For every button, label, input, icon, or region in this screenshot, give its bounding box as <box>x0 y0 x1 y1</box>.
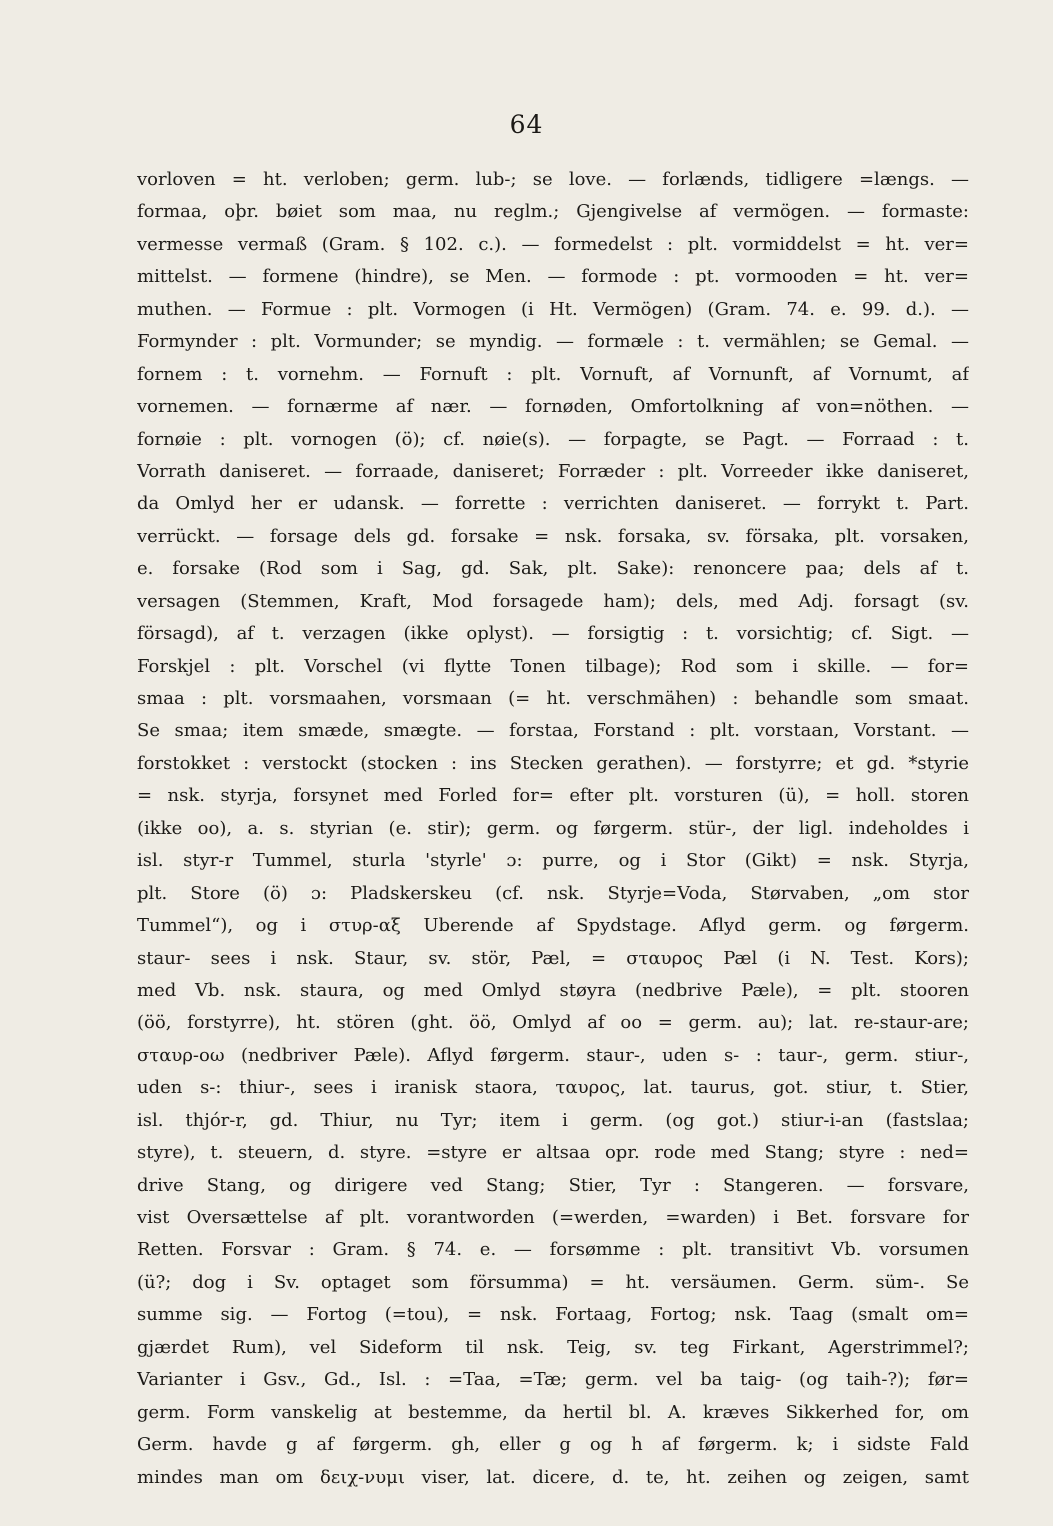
text-line: vorloven = ht. verloben; germ. lub-; se love. — forlænds, tidligere =længs. — <box>137 169 969 190</box>
text-line: germ. Form vanskelig at bestemme, da hertil bl. A. kræves Sikkerhed for, om <box>137 1401 969 1423</box>
text-line: mindes man om δειχ-νυμι viser, lat. dicere, d. te, ht. zeihen og zeigen, samt <box>137 1466 969 1488</box>
text-line: Formynder : plt. Vormunder; se myndig. — formæle : t. vermählen; se Gemal. — <box>137 331 969 353</box>
text-line: da Omlyd her er udansk. — forrette : verrichten daniseret. — forrykt t. Part. <box>137 493 969 515</box>
text-line: drive Stang, og dirigere ved Stang; Stier, Tyr : Stangeren. — forsvare, <box>137 1174 969 1196</box>
text-line: uden s-: thiur-, sees i iranisk staora, ταυρος, lat. taurus, got. stiur, t. Stier, <box>137 1077 969 1099</box>
text-line: (öö, forstyrre), ht. stören (ght. öö, Omlyd af oo = germ. au); lat. re-staur-are; <box>137 1012 969 1034</box>
text-line: Retten. Forsvar : Gram. § 74. e. — forsømme : plt. transitivt Vb. vorsumen <box>137 1239 969 1261</box>
text-line: fornem : t. vornehm. — Fornuft : plt. Vornuft, af Vornunft, af Vornumt, af <box>137 363 969 385</box>
text-line: vist Oversættelse af plt. vorantworden (=werden, =warden) i Bet. forsvare for <box>137 1207 969 1228</box>
text-line: Forskjel : plt. Vorschel (vi flytte Tonen tilbage); Rod som i skille. — for= <box>137 655 969 677</box>
text-line: formaa, oþr. bøiet som maa, nu reglm.; Gjengivelse af vermögen. — formaste: <box>137 201 969 223</box>
text-line: Vorrath daniseret. — forraade, daniseret; Forræder : plt. Vorreeder ikke daniseret, <box>137 460 969 482</box>
text-line: (ikke oo), a. s. styrian (e. stir); germ. og førgerm. stür-, der ligl. indeholdes i <box>137 817 969 839</box>
dictionary-text-block <box>137 164 969 1526</box>
text-line: staur- sees i nsk. Staur, sv. stör, Pæl, = σταυρος Pæl (i N. Test. Kors); <box>137 947 969 969</box>
text-line: σταυρ-οω (nedbriver Pæle). Aflyd førgerm. staur-, uden s- : taur-, germ. stiur-, <box>137 1044 969 1066</box>
text-line: med Vb. nsk. staura, og med Omlyd støyra (nedbrive Pæle), = plt. stooren <box>137 979 969 1001</box>
text-line: styre), t. steuern, d. styre. =styre er altsaa opr. rode med Stang; styre : ned= <box>137 1142 969 1164</box>
text-line: vermesse vermaß (Gram. § 102. c.). — formedelst : plt. vormiddelst = ht. ver= <box>137 233 969 255</box>
text-line: summe sig. — Fortog (=tou), = nsk. Fortaag, Fortog; nsk. Taag (smalt om= <box>137 1304 969 1326</box>
text-line: fornøie : plt. vornogen (ö); cf. nøie(s). — forpagte, se Pagt. — Forraad : t. <box>137 428 969 450</box>
text-line: vornemen. — fornærme af nær. — fornøden, Omfortolkning af von=nöthen. — <box>137 396 969 418</box>
text-line: försagd), af t. verzagen (ikke oplyst). — forsigtig : t. vorsichtig; cf. Sigt. — <box>137 623 969 645</box>
text-line: isl. styr-r Tummel, sturla 'styrle' ɔ: purre, og i Stor (Gikt) = nsk. Styrja, <box>137 850 969 872</box>
text-line: isl. thjór-r, gd. Thiur, nu Tyr; item i germ. (og got.) stiur-i-an (fastslaa; <box>137 1109 969 1131</box>
text-line: muthen. — Formue : plt. Vormogen (i Ht. Vermögen) (Gram. 74. e. 99. d.). — <box>137 298 969 320</box>
text-line: mittelst. — formene (hindre), se Men. — formode : pt. vormooden = ht. ver= <box>137 266 969 288</box>
page-number: 64 <box>509 110 544 139</box>
text-line: Se smaa; item smæde, smægte. — forstaa, Forstand : plt. vorstaan, Vorstant. — <box>137 720 969 742</box>
text-line: plt. Store (ö) ɔ: Pladskerskeu (cf. nsk. Styrje=Voda, Størvaben, „om stor <box>137 882 969 904</box>
text-line: Germ. havde g af førgerm. gh, eller g og h af førgerm. k; i sidste Fald <box>137 1434 969 1456</box>
text-line <box>137 1494 969 1526</box>
text-line: (ü?; dog i Sv. optaget som försumma) = ht. versäumen. Germ. süm-. Se <box>137 1271 969 1293</box>
text-line: smaa : plt. vorsmaahen, vorsmaan (= ht. verschmähen) : behandle som smaat. <box>137 688 969 709</box>
text-line: gjærdet Rum), vel Sideform til nsk. Teig, sv. teg Firkant, Agerstrimmel?; <box>137 1336 969 1358</box>
text-line: versagen (Stemmen, Kraft, Mod forsagede ham); dels, med Adj. forsagt (sv. <box>137 590 969 612</box>
text-line: e. forsake (Rod som i Sag, gd. Sak, plt. Sake): renoncere paa; dels af t. <box>137 558 969 580</box>
text-line: Varianter i Gsv., Gd., Isl. : =Taa, =Tæ; germ. vel ba taig- (og taih-?); før= <box>137 1369 969 1391</box>
text-line: Tummel“), og i στυρ-αξ Uberende af Spydstage. Aflyd germ. og førgerm. <box>137 915 969 937</box>
text-line: verrückt. — forsage dels gd. forsake = nsk. forsaka, sv. försaka, plt. vorsaken, <box>137 525 969 547</box>
text-line: forstokket : verstockt (stocken : ins Stecken gerathen). — forstyrre; et gd. *styrie <box>137 752 969 774</box>
text-line: = nsk. styrja, forsynet med Forled for= efter plt. vorsturen (ü), = holl. storen <box>137 785 969 807</box>
